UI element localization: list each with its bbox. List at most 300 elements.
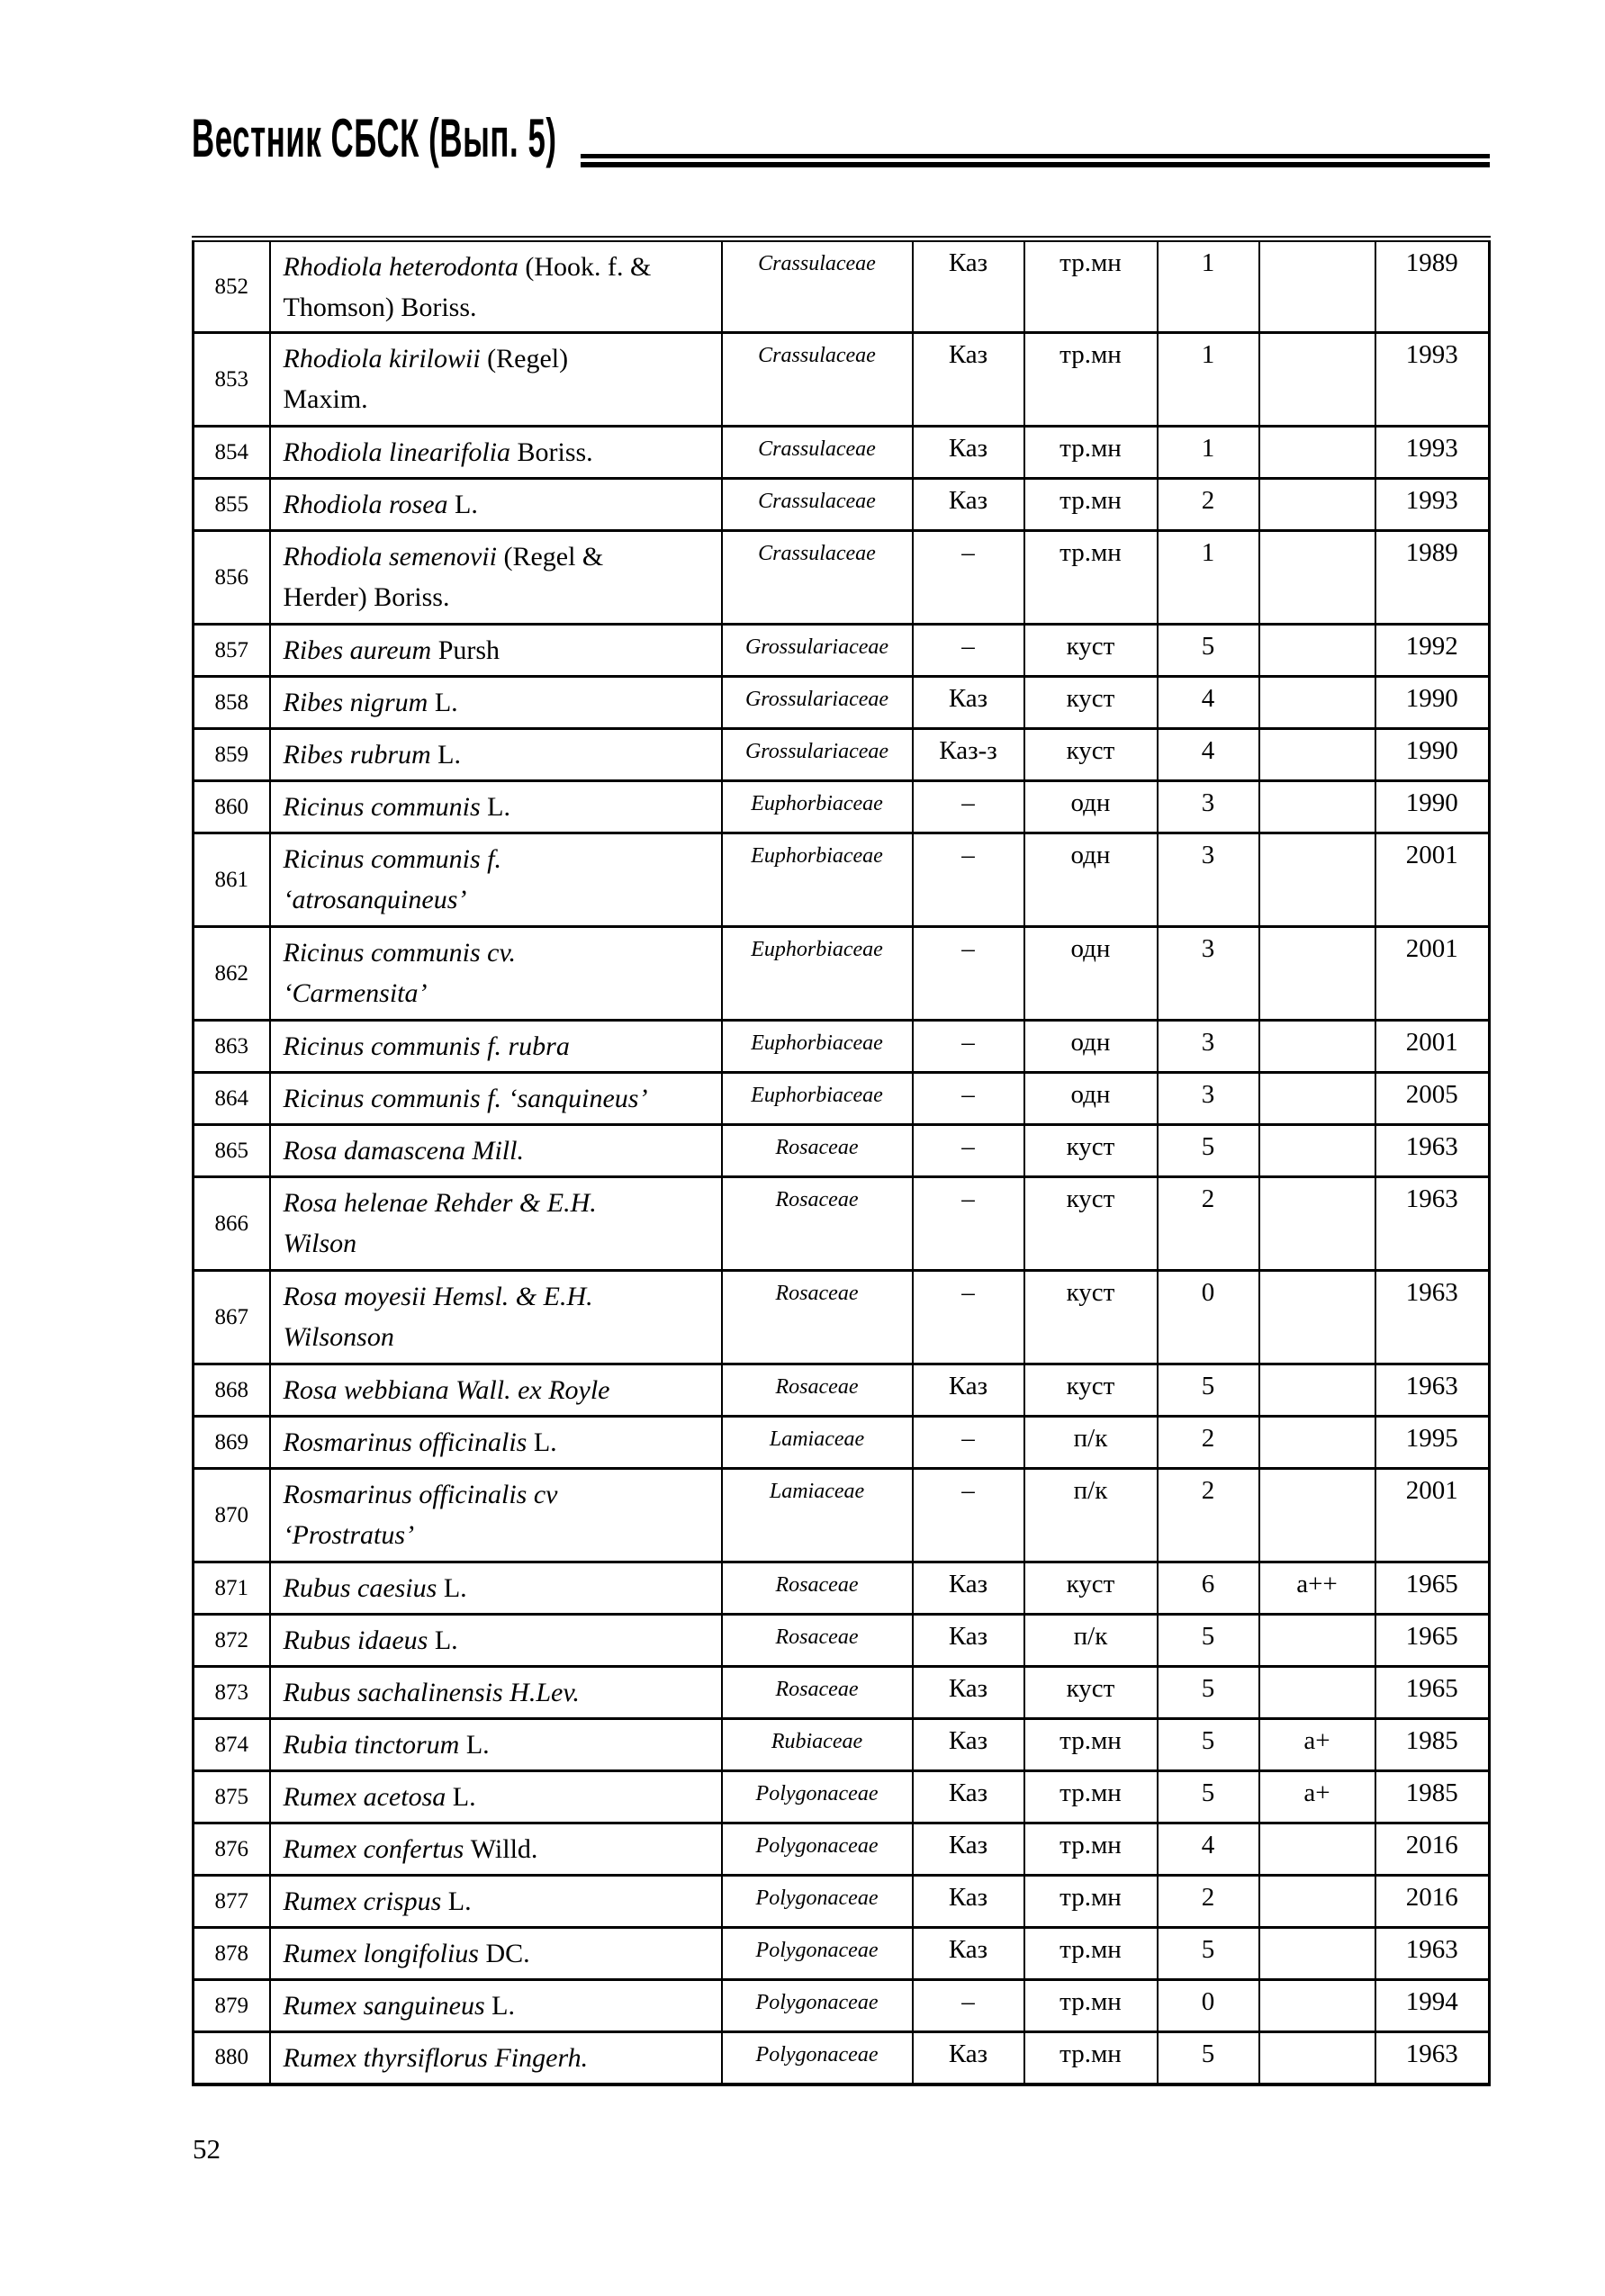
species-name-text: Ricinus communis cv. bbox=[283, 938, 517, 968]
journal-title-wrap bbox=[192, 110, 581, 167]
year-cell: 1993 bbox=[1375, 427, 1490, 479]
species-name-cell bbox=[270, 333, 722, 427]
life-form-cell: куст bbox=[1024, 1177, 1158, 1271]
table-row bbox=[194, 1469, 1490, 1562]
count-cell: 0 bbox=[1158, 1980, 1259, 2032]
row-number-cell: 853 bbox=[194, 333, 270, 427]
species-name-text: Rubus caesius bbox=[283, 1573, 444, 1603]
header-double-rule bbox=[581, 154, 1490, 167]
year-cell: 2016 bbox=[1375, 1876, 1490, 1928]
row-number-cell: 852 bbox=[194, 239, 270, 333]
species-authority-text: (Hook. f. & bbox=[525, 252, 652, 282]
origin-cell: – bbox=[913, 1177, 1024, 1271]
year-cell: 1995 bbox=[1375, 1417, 1490, 1469]
table-row bbox=[194, 2032, 1490, 2084]
life-form-cell: тр.мн bbox=[1024, 1876, 1158, 1928]
note-cell bbox=[1259, 1417, 1375, 1469]
year-cell: 2001 bbox=[1375, 927, 1490, 1021]
species-name-cell bbox=[270, 1719, 722, 1771]
origin-cell: – bbox=[913, 927, 1024, 1021]
row-number-cell: 865 bbox=[194, 1125, 270, 1177]
life-form-cell: п/к bbox=[1024, 1469, 1158, 1562]
life-form-cell: п/к bbox=[1024, 1417, 1158, 1469]
species-name-text: Ribes nigrum bbox=[283, 688, 435, 717]
life-form-cell: одн bbox=[1024, 781, 1158, 833]
table-row bbox=[194, 239, 1490, 333]
row-number-cell: 860 bbox=[194, 781, 270, 833]
row-number-cell: 870 bbox=[194, 1469, 270, 1562]
family-cell: Rosaceae bbox=[722, 1364, 913, 1417]
life-form-cell: тр.мн bbox=[1024, 1823, 1158, 1876]
row-number-cell: 868 bbox=[194, 1364, 270, 1417]
species-authority-text: L. bbox=[434, 688, 458, 717]
row-number-cell: 857 bbox=[194, 625, 270, 677]
row-number-cell: 863 bbox=[194, 1021, 270, 1073]
species-name-text: Rhodiola kirilowii bbox=[283, 344, 488, 374]
count-cell: 5 bbox=[1158, 1125, 1259, 1177]
family-cell: Lamiaceae bbox=[722, 1469, 913, 1562]
year-cell: 1993 bbox=[1375, 479, 1490, 531]
note-cell bbox=[1259, 781, 1375, 833]
note-cell bbox=[1259, 2032, 1375, 2084]
family-cell: Crassulaceae bbox=[722, 479, 913, 531]
species-name-text: Rhodiola rosea bbox=[283, 490, 455, 519]
species-name-text: Wilsonson bbox=[283, 1322, 394, 1352]
life-form-cell: одн bbox=[1024, 927, 1158, 1021]
count-cell: 0 bbox=[1158, 1271, 1259, 1364]
species-authority-text: L. bbox=[447, 1886, 472, 1916]
species-name-cell bbox=[270, 1271, 722, 1364]
species-authority-text: L. bbox=[437, 740, 461, 770]
species-name-text: Rumex acetosa bbox=[283, 1782, 453, 1812]
count-cell: 5 bbox=[1158, 2032, 1259, 2084]
year-cell: 1963 bbox=[1375, 1271, 1490, 1364]
note-cell bbox=[1259, 1823, 1375, 1876]
species-name-text: Rosmarinus officinalis cv bbox=[283, 1480, 558, 1509]
species-name-cell bbox=[270, 1177, 722, 1271]
family-cell: Grossulariaceae bbox=[722, 677, 913, 729]
table-row bbox=[194, 1980, 1490, 2032]
origin-cell: Каз bbox=[913, 1615, 1024, 1667]
species-name-text: Rubus sachalinensis H.Lev. bbox=[283, 1678, 580, 1707]
table-row bbox=[194, 1417, 1490, 1469]
species-name-text: Ricinus communis f. ‘sanquineus’ bbox=[283, 1084, 648, 1113]
species-name-text: Ribes rubrum bbox=[283, 740, 438, 770]
species-authority-text: L. bbox=[452, 1782, 476, 1812]
family-cell: Rosaceae bbox=[722, 1562, 913, 1615]
species-authority-text: Herder) Boriss. bbox=[283, 582, 450, 612]
table-row bbox=[194, 1771, 1490, 1823]
life-form-cell: одн bbox=[1024, 1021, 1158, 1073]
year-cell: 1965 bbox=[1375, 1615, 1490, 1667]
species-name-cell bbox=[270, 833, 722, 927]
note-cell: а+ bbox=[1259, 1719, 1375, 1771]
species-name-cell bbox=[270, 531, 722, 625]
row-number-cell: 879 bbox=[194, 1980, 270, 2032]
note-cell bbox=[1259, 1469, 1375, 1562]
species-authority-text: Maxim. bbox=[283, 384, 368, 414]
life-form-cell: куст bbox=[1024, 625, 1158, 677]
family-cell: Crassulaceae bbox=[722, 239, 913, 333]
note-cell bbox=[1259, 1615, 1375, 1667]
count-cell: 4 bbox=[1158, 677, 1259, 729]
family-cell: Crassulaceae bbox=[722, 427, 913, 479]
count-cell: 4 bbox=[1158, 729, 1259, 781]
note-cell bbox=[1259, 1271, 1375, 1364]
species-name-cell bbox=[270, 479, 722, 531]
species-name-cell bbox=[270, 1823, 722, 1876]
origin-cell: – bbox=[913, 1980, 1024, 2032]
family-cell: Rosaceae bbox=[722, 1615, 913, 1667]
table-row bbox=[194, 333, 1490, 427]
origin-cell: Каз bbox=[913, 1823, 1024, 1876]
row-number-cell: 874 bbox=[194, 1719, 270, 1771]
species-name-cell bbox=[270, 1667, 722, 1719]
table-row bbox=[194, 1876, 1490, 1928]
table-row bbox=[194, 1823, 1490, 1876]
life-form-cell: тр.мн bbox=[1024, 479, 1158, 531]
count-cell: 3 bbox=[1158, 927, 1259, 1021]
table-row bbox=[194, 729, 1490, 781]
count-cell: 5 bbox=[1158, 1928, 1259, 1980]
life-form-cell: тр.мн bbox=[1024, 239, 1158, 333]
year-cell: 1990 bbox=[1375, 677, 1490, 729]
species-name-text: Rumex sanguineus bbox=[283, 1991, 492, 2021]
origin-cell: Каз bbox=[913, 1876, 1024, 1928]
count-cell: 4 bbox=[1158, 1823, 1259, 1876]
row-number-cell: 855 bbox=[194, 479, 270, 531]
row-number-cell: 875 bbox=[194, 1771, 270, 1823]
species-name-cell bbox=[270, 1417, 722, 1469]
table-row bbox=[194, 833, 1490, 927]
species-name-text: Rubia tinctorum bbox=[283, 1730, 466, 1760]
species-name-cell bbox=[270, 625, 722, 677]
year-cell: 2001 bbox=[1375, 1469, 1490, 1562]
year-cell: 1963 bbox=[1375, 1928, 1490, 1980]
species-name-cell bbox=[270, 927, 722, 1021]
origin-cell: – bbox=[913, 833, 1024, 927]
row-number-cell: 859 bbox=[194, 729, 270, 781]
family-cell: Euphorbiaceae bbox=[722, 781, 913, 833]
table-row bbox=[194, 1073, 1490, 1125]
year-cell: 1990 bbox=[1375, 781, 1490, 833]
species-authority-text: (Regel) bbox=[487, 344, 569, 374]
table-row bbox=[194, 1719, 1490, 1771]
species-authority-text: L. bbox=[455, 490, 478, 519]
count-cell: 1 bbox=[1158, 531, 1259, 625]
origin-cell: Каз bbox=[913, 677, 1024, 729]
origin-cell: Каз bbox=[913, 1364, 1024, 1417]
note-cell bbox=[1259, 625, 1375, 677]
note-cell bbox=[1259, 1364, 1375, 1417]
note-cell bbox=[1259, 333, 1375, 427]
family-cell: Euphorbiaceae bbox=[722, 833, 913, 927]
origin-cell: Каз bbox=[913, 333, 1024, 427]
table-row bbox=[194, 1125, 1490, 1177]
row-number-cell: 866 bbox=[194, 1177, 270, 1271]
species-authority-text: L. bbox=[434, 1625, 458, 1655]
family-cell: Euphorbiaceae bbox=[722, 1021, 913, 1073]
row-number-cell: 861 bbox=[194, 833, 270, 927]
count-cell: 1 bbox=[1158, 427, 1259, 479]
table-row bbox=[194, 625, 1490, 677]
table-row bbox=[194, 479, 1490, 531]
life-form-cell: тр.мн bbox=[1024, 1928, 1158, 1980]
family-cell: Rosaceae bbox=[722, 1125, 913, 1177]
species-name-cell bbox=[270, 1469, 722, 1562]
family-cell: Grossulariaceae bbox=[722, 729, 913, 781]
species-name-text: Rosmarinus officinalis bbox=[283, 1427, 534, 1457]
species-name-text: Wilson bbox=[283, 1229, 357, 1258]
year-cell: 1965 bbox=[1375, 1667, 1490, 1719]
year-cell: 1965 bbox=[1375, 1562, 1490, 1615]
table-row bbox=[194, 1562, 1490, 1615]
family-cell: Polygonaceae bbox=[722, 1980, 913, 2032]
year-cell: 2001 bbox=[1375, 1021, 1490, 1073]
origin-cell: – bbox=[913, 531, 1024, 625]
table-row bbox=[194, 927, 1490, 1021]
journal-title: Вестник СБСК (Вып. 5) bbox=[192, 108, 557, 168]
species-authority-text: L. bbox=[487, 792, 510, 822]
count-cell: 5 bbox=[1158, 1615, 1259, 1667]
year-cell: 1992 bbox=[1375, 625, 1490, 677]
species-authority-text: Boriss. bbox=[517, 437, 593, 467]
note-cell bbox=[1259, 1073, 1375, 1125]
year-cell: 1985 bbox=[1375, 1771, 1490, 1823]
row-number-cell: 858 bbox=[194, 677, 270, 729]
family-cell: Euphorbiaceae bbox=[722, 1073, 913, 1125]
species-name-text: Ribes aureum bbox=[283, 635, 438, 665]
year-cell: 1989 bbox=[1375, 239, 1490, 333]
species-name-cell bbox=[270, 1073, 722, 1125]
species-name-cell bbox=[270, 239, 722, 333]
count-cell: 3 bbox=[1158, 833, 1259, 927]
family-cell: Rosaceae bbox=[722, 1667, 913, 1719]
page-header bbox=[192, 110, 1490, 173]
row-number-cell: 856 bbox=[194, 531, 270, 625]
note-cell: а++ bbox=[1259, 1562, 1375, 1615]
species-authority-text: (Regel & bbox=[503, 542, 604, 572]
species-authority-text: L. bbox=[443, 1573, 467, 1603]
row-number-cell: 871 bbox=[194, 1562, 270, 1615]
life-form-cell: куст bbox=[1024, 729, 1158, 781]
count-cell: 3 bbox=[1158, 1021, 1259, 1073]
origin-cell: – bbox=[913, 1271, 1024, 1364]
table-body bbox=[194, 239, 1490, 2084]
row-number-cell: 877 bbox=[194, 1876, 270, 1928]
table-row bbox=[194, 427, 1490, 479]
count-cell: 2 bbox=[1158, 1469, 1259, 1562]
life-form-cell: куст bbox=[1024, 677, 1158, 729]
species-name-cell bbox=[270, 2032, 722, 2084]
count-cell: 2 bbox=[1158, 1876, 1259, 1928]
origin-cell: – bbox=[913, 1125, 1024, 1177]
count-cell: 5 bbox=[1158, 1667, 1259, 1719]
count-cell: 5 bbox=[1158, 625, 1259, 677]
life-form-cell: одн bbox=[1024, 1073, 1158, 1125]
origin-cell: – bbox=[913, 625, 1024, 677]
year-cell: 1963 bbox=[1375, 2032, 1490, 2084]
year-cell: 1993 bbox=[1375, 333, 1490, 427]
species-authority-text: Willd. bbox=[470, 1834, 538, 1864]
species-name-text: Rosa moyesii Hemsl. & E.H. bbox=[283, 1282, 593, 1311]
species-name-cell bbox=[270, 677, 722, 729]
table-row bbox=[194, 1271, 1490, 1364]
species-name-cell bbox=[270, 427, 722, 479]
origin-cell: Каз bbox=[913, 1928, 1024, 1980]
table-row bbox=[194, 677, 1490, 729]
table-row bbox=[194, 531, 1490, 625]
table-row bbox=[194, 1364, 1490, 1417]
family-cell: Rubiaceae bbox=[722, 1719, 913, 1771]
count-cell: 1 bbox=[1158, 239, 1259, 333]
species-name-cell bbox=[270, 1615, 722, 1667]
life-form-cell: п/к bbox=[1024, 1615, 1158, 1667]
page-number: 52 bbox=[193, 2133, 221, 2165]
species-authority-text: L. bbox=[465, 1730, 490, 1760]
note-cell bbox=[1259, 729, 1375, 781]
origin-cell: – bbox=[913, 1417, 1024, 1469]
species-name-cell bbox=[270, 1980, 722, 2032]
life-form-cell: куст bbox=[1024, 1364, 1158, 1417]
species-name-cell bbox=[270, 781, 722, 833]
family-cell: Polygonaceae bbox=[722, 1823, 913, 1876]
year-cell: 1989 bbox=[1375, 531, 1490, 625]
year-cell: 2016 bbox=[1375, 1823, 1490, 1876]
species-name-cell bbox=[270, 1021, 722, 1073]
year-cell: 1990 bbox=[1375, 729, 1490, 781]
species-name-cell bbox=[270, 1771, 722, 1823]
species-name-text: Ricinus communis f. rubra bbox=[283, 1031, 570, 1061]
species-name-cell bbox=[270, 729, 722, 781]
species-name-cell bbox=[270, 1562, 722, 1615]
note-cell bbox=[1259, 1125, 1375, 1177]
species-name-text: Rumex thyrsiflorus Fingerh. bbox=[283, 2043, 589, 2073]
species-name-text: Rhodiola semenovii bbox=[283, 542, 504, 572]
life-form-cell: тр.мн bbox=[1024, 427, 1158, 479]
family-cell: Euphorbiaceae bbox=[722, 927, 913, 1021]
species-name-text: Rumex crispus bbox=[283, 1886, 448, 1916]
count-cell: 5 bbox=[1158, 1364, 1259, 1417]
family-cell: Polygonaceae bbox=[722, 1876, 913, 1928]
count-cell: 3 bbox=[1158, 1073, 1259, 1125]
family-cell: Crassulaceae bbox=[722, 333, 913, 427]
origin-cell: Каз-з bbox=[913, 729, 1024, 781]
origin-cell: Каз bbox=[913, 479, 1024, 531]
origin-cell: – bbox=[913, 1073, 1024, 1125]
species-authority-text: DC. bbox=[485, 1939, 530, 1968]
species-name-text: ‘atrosanquineus’ bbox=[283, 885, 467, 914]
origin-cell: Каз bbox=[913, 427, 1024, 479]
origin-cell: Каз bbox=[913, 1562, 1024, 1615]
note-cell bbox=[1259, 1667, 1375, 1719]
row-number-cell: 873 bbox=[194, 1667, 270, 1719]
life-form-cell: тр.мн bbox=[1024, 1719, 1158, 1771]
note-cell bbox=[1259, 479, 1375, 531]
note-cell: а+ bbox=[1259, 1771, 1375, 1823]
note-cell bbox=[1259, 927, 1375, 1021]
count-cell: 2 bbox=[1158, 1177, 1259, 1271]
life-form-cell: куст bbox=[1024, 1667, 1158, 1719]
table-row bbox=[194, 1021, 1490, 1073]
life-form-cell: одн bbox=[1024, 833, 1158, 927]
note-cell bbox=[1259, 1876, 1375, 1928]
species-table bbox=[192, 236, 1491, 2086]
life-form-cell: тр.мн bbox=[1024, 531, 1158, 625]
note-cell bbox=[1259, 239, 1375, 333]
count-cell: 3 bbox=[1158, 781, 1259, 833]
species-name-text: Rubus idaeus bbox=[283, 1625, 435, 1655]
family-cell: Rosaceae bbox=[722, 1271, 913, 1364]
species-name-text: ‘Prostratus’ bbox=[283, 1520, 415, 1550]
species-name-text: Rosa webbiana Wall. ex Royle bbox=[283, 1375, 610, 1405]
row-number-cell: 869 bbox=[194, 1417, 270, 1469]
life-form-cell: тр.мн bbox=[1024, 1980, 1158, 2032]
year-cell: 1963 bbox=[1375, 1125, 1490, 1177]
row-number-cell: 864 bbox=[194, 1073, 270, 1125]
count-cell: 2 bbox=[1158, 1417, 1259, 1469]
species-name-text: Rosa helenae Rehder & E.H. bbox=[283, 1188, 597, 1218]
note-cell bbox=[1259, 677, 1375, 729]
note-cell bbox=[1259, 531, 1375, 625]
species-name-text: Rumex longifolius bbox=[283, 1939, 486, 1968]
note-cell bbox=[1259, 1928, 1375, 1980]
table-row bbox=[194, 1928, 1490, 1980]
note-cell bbox=[1259, 427, 1375, 479]
family-cell: Rosaceae bbox=[722, 1177, 913, 1271]
species-name-text: Rumex confertus bbox=[283, 1834, 471, 1864]
life-form-cell: куст bbox=[1024, 1562, 1158, 1615]
count-cell: 6 bbox=[1158, 1562, 1259, 1615]
species-name-text: Ricinus communis f. bbox=[283, 844, 501, 874]
year-cell: 1994 bbox=[1375, 1980, 1490, 2032]
species-name-cell bbox=[270, 1876, 722, 1928]
year-cell: 2001 bbox=[1375, 833, 1490, 927]
year-cell: 2005 bbox=[1375, 1073, 1490, 1125]
species-name-text: ‘Carmensita’ bbox=[283, 978, 428, 1008]
life-form-cell: тр.мн bbox=[1024, 333, 1158, 427]
row-number-cell: 867 bbox=[194, 1271, 270, 1364]
origin-cell: – bbox=[913, 1469, 1024, 1562]
year-cell: 1985 bbox=[1375, 1719, 1490, 1771]
life-form-cell: куст bbox=[1024, 1125, 1158, 1177]
family-cell: Polygonaceae bbox=[722, 1771, 913, 1823]
note-cell bbox=[1259, 1021, 1375, 1073]
note-cell bbox=[1259, 833, 1375, 927]
family-cell: Crassulaceae bbox=[722, 531, 913, 625]
note-cell bbox=[1259, 1980, 1375, 2032]
row-number-cell: 862 bbox=[194, 927, 270, 1021]
origin-cell: Каз bbox=[913, 1667, 1024, 1719]
table-row bbox=[194, 1615, 1490, 1667]
row-number-cell: 872 bbox=[194, 1615, 270, 1667]
table-row bbox=[194, 1177, 1490, 1271]
row-number-cell: 878 bbox=[194, 1928, 270, 1980]
count-cell: 1 bbox=[1158, 333, 1259, 427]
species-name-cell bbox=[270, 1928, 722, 1980]
species-name-cell bbox=[270, 1125, 722, 1177]
family-cell: Polygonaceae bbox=[722, 2032, 913, 2084]
origin-cell: – bbox=[913, 781, 1024, 833]
family-cell: Polygonaceae bbox=[722, 1928, 913, 1980]
family-cell: Grossulariaceae bbox=[722, 625, 913, 677]
species-name-text: Rhodiola linearifolia bbox=[283, 437, 518, 467]
species-authority-text: L. bbox=[491, 1991, 515, 2021]
note-cell bbox=[1259, 1177, 1375, 1271]
origin-cell: Каз bbox=[913, 239, 1024, 333]
family-cell: Lamiaceae bbox=[722, 1417, 913, 1469]
row-number-cell: 876 bbox=[194, 1823, 270, 1876]
